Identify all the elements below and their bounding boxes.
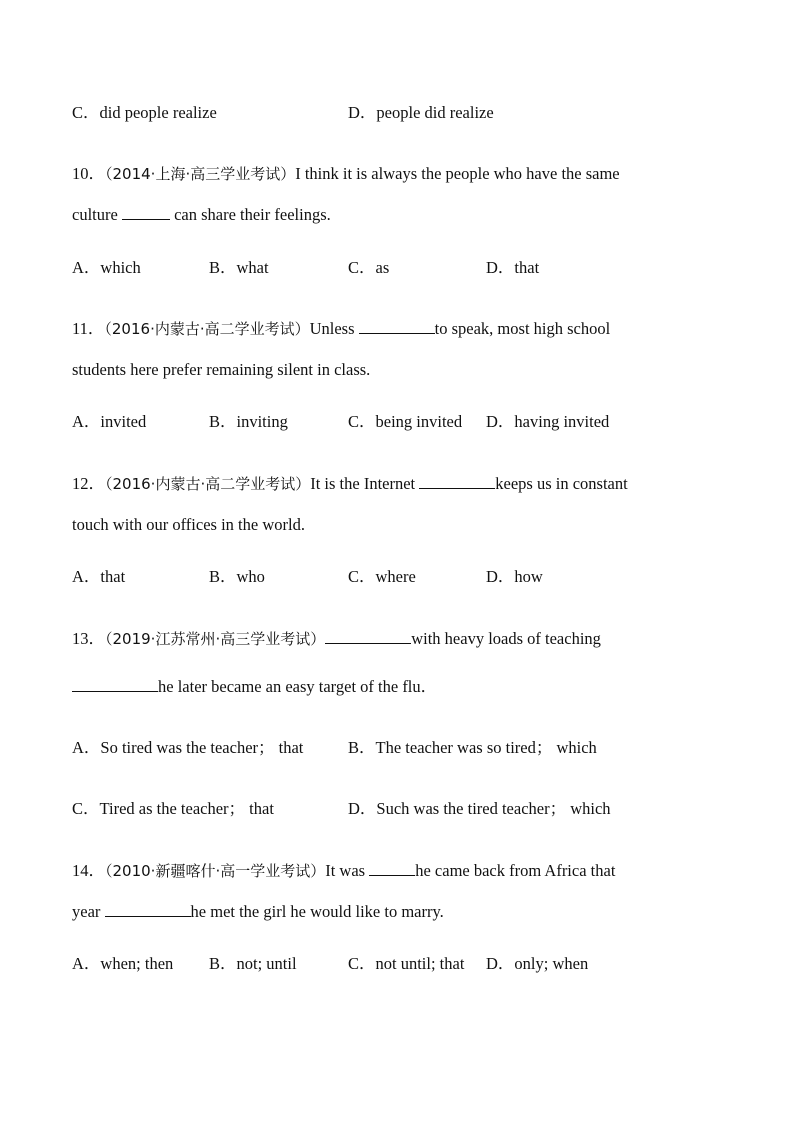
answer-blank xyxy=(325,628,411,644)
q11-option-c: C．being invited xyxy=(348,412,463,431)
answer-blank xyxy=(122,204,170,220)
q11-number: 11． xyxy=(72,319,105,338)
q11-stem-text: to speak, most high school xyxy=(434,319,611,338)
q13-stem-text: he later became an easy target of the flu． xyxy=(158,677,438,696)
q11-stem-text: Unless xyxy=(309,319,355,338)
q11-option-d: D．having invited xyxy=(486,412,610,431)
answer-blank xyxy=(72,676,158,692)
q14-option-c: C．not until; that xyxy=(348,954,465,973)
q10-stem-line1 xyxy=(72,163,620,185)
q12-number: 12． xyxy=(72,474,105,493)
q14-stem-text: year xyxy=(72,902,101,921)
q10-stem-text: I think it is always the people who have the same xyxy=(295,164,620,183)
q13-option-b: B．The teacher was so tired； which xyxy=(348,738,597,757)
q14-source: （2010·新疆喀什·高一学业考试） xyxy=(105,862,326,880)
q11-option-b: B．inviting xyxy=(209,412,288,431)
q10-option-c: C．as xyxy=(348,258,390,277)
q13-option-d: D．Such was the tired teacher； which xyxy=(348,799,611,818)
q14-stem-line2 xyxy=(72,901,444,923)
q9-option-c: C．did people realize xyxy=(72,103,217,122)
q13-option-a: A．So tired was the teacher； that xyxy=(72,738,304,757)
q10-stem-line2 xyxy=(72,204,331,226)
q13-stem-line2 xyxy=(72,676,437,698)
q13-option-c: C．Tired as the teacher； that xyxy=(72,799,274,818)
q11-stem-line1 xyxy=(72,318,610,340)
answer-blank xyxy=(105,901,191,917)
q12-option-c: C．where xyxy=(348,567,416,586)
q14-option-d: D．only; when xyxy=(486,954,589,973)
q10-source: （2014·上海·高三学业考试） xyxy=(105,165,296,183)
q11-option-a: A．invited xyxy=(72,412,147,431)
q14-stem-text: he met the girl he would like to marry. xyxy=(190,902,444,921)
q14-stem-line1 xyxy=(72,860,615,882)
q12-option-a: A．that xyxy=(72,567,126,586)
q13-stem-text: with heavy loads of teaching xyxy=(411,629,601,648)
q14-stem-text: he came back from Africa that xyxy=(415,861,616,880)
q13-number: 13． xyxy=(72,629,105,648)
q14-stem-text: It was xyxy=(325,861,366,880)
q14-option-b: B．not; until xyxy=(209,954,297,973)
q12-option-b: B．who xyxy=(209,567,265,586)
q12-option-d: D．how xyxy=(486,567,543,586)
q12-stem-line2: touch with our offices in the world. xyxy=(72,515,305,534)
answer-blank xyxy=(369,860,415,876)
q11-stem-line2: students here prefer remaining silent in class. xyxy=(72,360,371,379)
q14-option-a: A．when; then xyxy=(72,954,174,973)
q12-source: （2016·内蒙古·高二学业考试） xyxy=(105,475,311,493)
q10-option-a: A．which xyxy=(72,258,141,277)
q10-stem-text: culture xyxy=(72,205,118,224)
q9-option-d: D．people did realize xyxy=(348,103,494,122)
q12-stem-text: keeps us in constant xyxy=(495,474,628,493)
q13-source: （2019·江苏常州·高三学业考试） xyxy=(105,630,326,648)
q12-stem-text: It is the Internet xyxy=(310,474,416,493)
q14-number: 14． xyxy=(72,861,105,880)
q10-option-b: B．what xyxy=(209,258,269,277)
answer-blank xyxy=(419,473,495,489)
answer-blank xyxy=(359,318,435,334)
q10-number: 10． xyxy=(72,164,105,183)
q10-option-d: D．that xyxy=(486,258,540,277)
q10-stem-text: can share their feelings. xyxy=(174,205,331,224)
q11-source: （2016·内蒙古·高二学业考试） xyxy=(104,320,310,338)
q13-stem-line1 xyxy=(72,628,601,650)
q12-stem-line1 xyxy=(72,473,628,495)
